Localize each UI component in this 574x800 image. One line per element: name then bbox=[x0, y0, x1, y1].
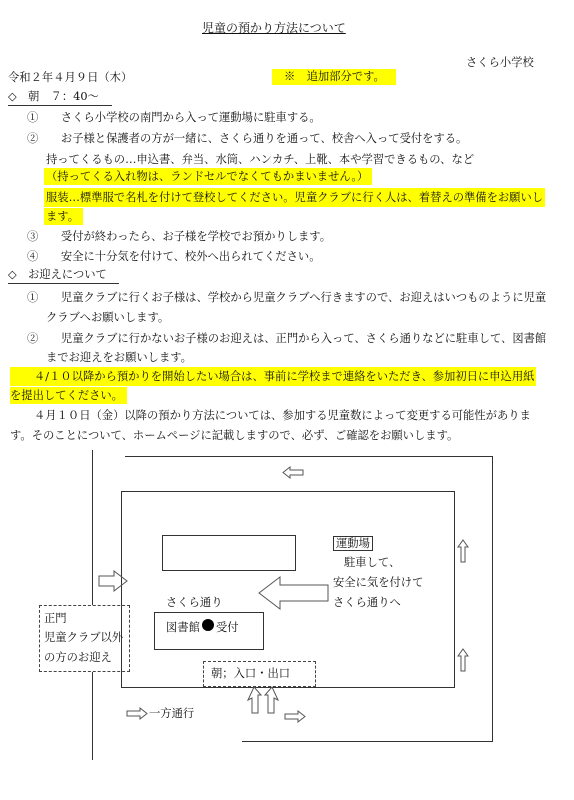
arrow-right-icon bbox=[284, 710, 306, 723]
road-left-edge-top bbox=[92, 450, 93, 605]
arrow-left-icon bbox=[282, 466, 304, 479]
arrow-right-icon bbox=[126, 707, 148, 720]
one-way-label: 一方通行 bbox=[149, 707, 195, 720]
entry-arrows-icon bbox=[244, 686, 282, 714]
school-name: さくら小学校 bbox=[466, 56, 534, 69]
park-note-2: 安全に気を付けて bbox=[333, 576, 424, 589]
date: 令和２年４月９日（木） bbox=[8, 71, 133, 84]
playground-label: 運動場 bbox=[333, 536, 373, 551]
pickup-added-line-2: を提出してください。 bbox=[10, 387, 127, 404]
pickup-heading: ◇ お迎えについて bbox=[8, 268, 107, 281]
reception-label: 受付 bbox=[216, 621, 239, 634]
pickup-heading-rule bbox=[8, 283, 119, 284]
arrow-up-icon bbox=[457, 539, 469, 563]
morning-entry-label: 朝；入口・出口 bbox=[211, 667, 291, 680]
road-left-edge-bottom bbox=[92, 672, 93, 760]
road-bottom-edge bbox=[242, 741, 493, 742]
library-label: 図書館 bbox=[166, 621, 200, 634]
reception-dot-icon bbox=[201, 618, 215, 632]
morning-item-1: ① さくら小学校の南門から入って運動場に駐車する。 bbox=[27, 111, 321, 124]
page-title: 児童の預かり方法について bbox=[202, 21, 346, 35]
morning-heading-rule bbox=[8, 105, 112, 106]
added-note: ※ 追加部分です。 bbox=[272, 69, 396, 85]
morning-bag-note: （持ってくる入れ物は、ランドセルでなくてもかまいません。） bbox=[44, 168, 372, 185]
park-note-3: さくら通りへ bbox=[333, 596, 401, 609]
morning-uniform-line-2: ます。 bbox=[44, 208, 83, 225]
morning-item-4: ④ 安全に十分気を付けて、校外へ出られてください。 bbox=[27, 250, 321, 263]
road-top-edge-line bbox=[125, 456, 493, 457]
arrow-up-icon bbox=[457, 648, 469, 672]
arrow-left-icon bbox=[258, 576, 330, 610]
pickup-change-line-2: す。そのことについて、ホームページに記載しますので、必ず、ご確認をお願いします。 bbox=[10, 429, 459, 442]
morning-heading: ◇ 朝 ７：40～ bbox=[8, 90, 99, 103]
pickup-item-2-line-1: ② 児童クラブに行かないお子様のお迎えは、正門から入って、さくら通りなどに駐車して、図書館 bbox=[27, 332, 547, 345]
main-gate-label-1: 正門 bbox=[44, 612, 67, 625]
main-gate-label-2: 児童クラブ以外 bbox=[44, 631, 124, 644]
pickup-change-line-1: ４月１０日（金）以降の預かり方法については、参加する児童数によって変更する可能性がありま bbox=[34, 409, 531, 422]
pickup-item-1-line-1: ① 児童クラブに行くお子様は、学校から児童クラブへ行きますので、お迎えはいつものように児童 bbox=[27, 291, 547, 304]
pickup-item-2-line-2: までお迎えをお願いします。 bbox=[46, 351, 192, 364]
main-gate-label-3: の方のお迎え bbox=[44, 651, 112, 664]
pickup-item-1-line-2: クラブへお願いします。 bbox=[46, 311, 170, 324]
park-note-1: 駐車して、 bbox=[344, 556, 401, 569]
morning-uniform-line-1: 服装…標準服で名札を付けて登校してください。児童クラブに行く人は、着替えの準備をお願いし bbox=[44, 188, 545, 207]
sakura-street-label: さくら通り bbox=[166, 596, 223, 609]
morning-item-3: ③ 受付が終わったら、お子様を学校でお預かりします。 bbox=[27, 230, 332, 243]
arrow-right-icon bbox=[98, 570, 128, 592]
morning-bring-list: 持ってくるもの…申込書、弁当、水筒、ハンカチ、上靴、本や学習できるもの、など bbox=[46, 153, 475, 166]
pickup-added-line-1: ４/１０以降から預かりを開始したい場合は、事前に学校まで連絡をいただき、参加初日に申込用紙 bbox=[10, 367, 536, 386]
morning-item-2: ② お子様と保護者の方が一緒に、さくら通りを通って、校舎へ入って受付をする。 bbox=[27, 132, 468, 145]
road-right-edge bbox=[492, 456, 493, 742]
school-building bbox=[162, 535, 296, 571]
